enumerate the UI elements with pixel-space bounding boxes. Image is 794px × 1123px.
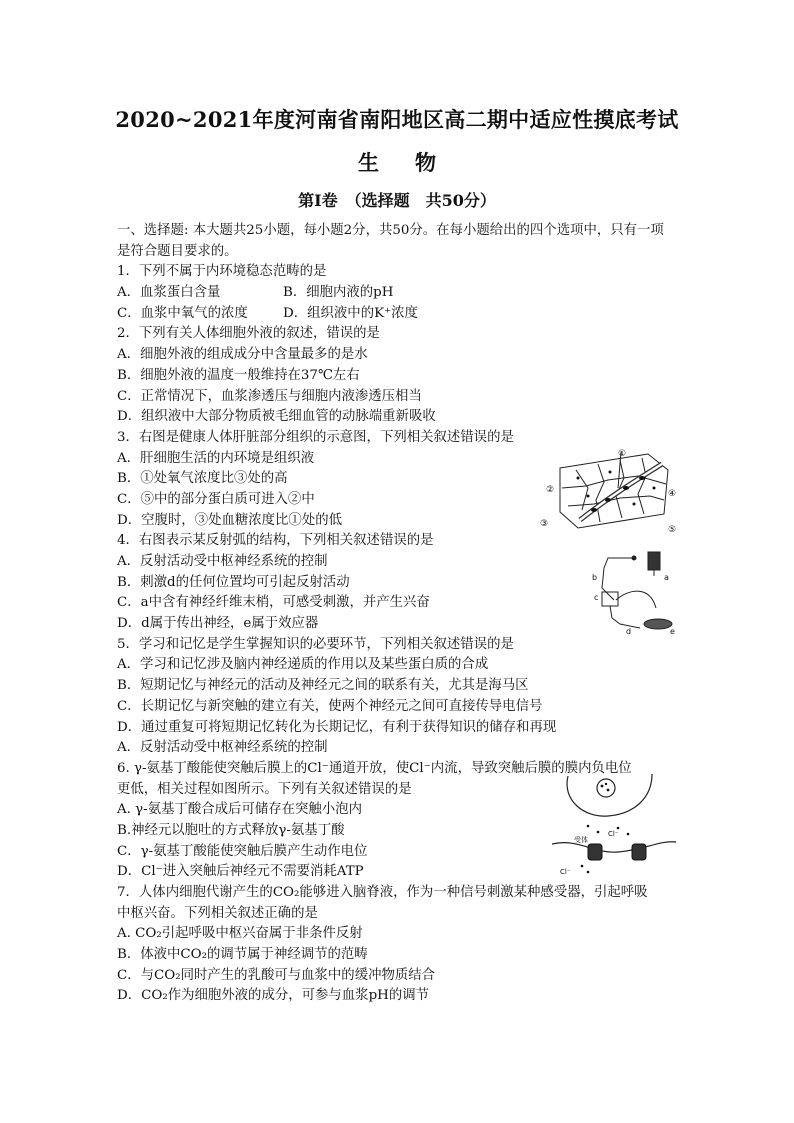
- liver-label-5: ⑤: [668, 525, 677, 535]
- q4-option-b: B．刺激d的任何位置均可引起反射活动: [117, 574, 350, 590]
- q7-option-a: A. CO₂引起呼吸中枢兴奋属于非条件反射: [117, 926, 363, 942]
- q6-stem-line1: 6. γ-氨基丁酸能使突触后膜上的Cl⁻通道开放，使Cl⁻内流，导致突触后膜的膜内负电位: [117, 760, 632, 776]
- q6-stem-line2: 更低，相关过程如图所示。下列有关叙述错误的是: [117, 781, 412, 797]
- liver-tissue-figure: [538, 448, 686, 536]
- q5-option-b: B．短期记忆与神经元的活动及神经元之间的联系有关，尤其是海马区: [117, 678, 529, 694]
- q5-stem: 5．学习和记忆是学生掌握知识的必要环节，下列相关叙述错误的是: [117, 636, 514, 652]
- liver-label-3: ③: [540, 519, 549, 529]
- q5-option-a-repeat: A．反射活动受中枢神经系统的控制: [117, 740, 328, 756]
- synapse-figure: [548, 770, 680, 880]
- q6-option-b: B.神经元以胞吐的方式释放γ-氨基丁酸: [117, 822, 345, 838]
- reflex-label-c: c: [594, 593, 599, 602]
- q7-option-c: C．与CO₂同时产生的乳酸可与血浆中的缓冲物质结合: [117, 967, 436, 983]
- q2-option-a: A．细胞外液的组成成分中含量最多的是水: [117, 347, 368, 363]
- q1-option-a: A．血浆蛋白含量: [117, 285, 221, 301]
- q7-stem-line2: 中枢兴奋。下列相关叙述正确的是: [117, 905, 318, 921]
- q2-option-d: D．组织液中大部分物质被毛细血管的动脉端重新吸收: [117, 409, 436, 425]
- reflex-label-b: b: [592, 573, 598, 582]
- q4-stem: 4．右图表示某反射弧的结构，下列相关叙述错误的是: [117, 533, 434, 549]
- q7-stem-line1: 7．人体内细胞代谢产生的CO₂能够进入脑脊液，作为一种信号刺激某种感受器，引起呼吸: [117, 885, 648, 901]
- q2-stem: 2．下列有关人体细胞外液的叙述，错误的是: [117, 326, 380, 342]
- liver-label-1: ①: [618, 449, 627, 459]
- q3-option-a: A．肝细胞生活的内环境是组织液: [117, 450, 315, 466]
- q7-option-d: D．CO₂作为细胞外液的成分，可参与血浆pH的调节: [117, 988, 429, 1004]
- q6-option-d: D．Cl⁻进入突触后神经元不需要消耗ATP: [117, 864, 364, 880]
- q3-option-b: B．①处氧气浓度比③处的高: [117, 471, 288, 487]
- synapse-label-receptor: 受体: [574, 836, 588, 844]
- liver-label-4: ④: [668, 489, 677, 499]
- instructions: 一、选择题: 本大题共25小题，每小题2分，共50分。在每小题给出的四个选项中，只有一项是符合题目要求的。: [117, 223, 664, 259]
- q3-option-d: D．空腹时，③处血糖浓度比①处的低: [117, 512, 342, 528]
- q4-option-a: A．反射活动受中枢神经系统的控制: [117, 554, 328, 570]
- q2-option-c: C．正常情况下，血浆渗透压与细胞内液渗透压相当: [117, 388, 422, 404]
- q4-option-d: D．d属于传出神经，e属于效应器: [117, 616, 319, 632]
- q5-option-a: A．学习和记忆涉及脑内神经递质的作用以及某些蛋白质的合成: [117, 657, 489, 673]
- q2-option-b: B．细胞外液的温度一般维持在37℃左右: [117, 367, 360, 383]
- q7-option-b: B．体液中CO₂的调节属于神经调节的范畴: [117, 947, 368, 963]
- q1-option-b: B．细胞内液的pH: [283, 285, 394, 301]
- reflex-label-e: e: [670, 627, 675, 636]
- q5-option-c: C．长期记忆与新突触的建立有关，使两个神经元之间可直接传导电信号: [117, 698, 543, 714]
- subject-title: 生物: [358, 150, 472, 175]
- q1-stem: 1．下列不属于内环境稳态范畴的是: [117, 264, 327, 280]
- reflex-label-d: d: [626, 627, 632, 636]
- q3-option-c: C．⑤中的部分蛋白质可进入②中: [117, 491, 315, 507]
- q6-option-c: C．γ-氨基丁酸能使突触后膜产生动作电位: [117, 843, 368, 859]
- q1-options-row2: [117, 304, 677, 325]
- q6-option-a: A. γ-氨基丁酸合成后可储存在突触小泡内: [117, 802, 362, 818]
- q1-option-d: D．组织液中的K⁺浓度: [283, 305, 418, 321]
- q5-option-d: D．通过重复可将短期记忆转化为长期记忆，有利于获得知识的储存和再现: [117, 719, 557, 735]
- exam-title: 2020~2021年度河南省南阳地区高二期中适应性摸底考试: [115, 107, 679, 132]
- q1-option-c: C．血浆中氧气的浓度: [117, 305, 248, 321]
- q1-options-row1: [117, 283, 677, 304]
- reflex-arc-figure: [590, 548, 680, 638]
- synapse-label-cl-top: Cl⁻: [608, 830, 619, 838]
- q3-stem: 3．右图是健康人体肝脏部分组织的示意图，下列相关叙述错误的是: [117, 429, 514, 445]
- reflex-label-a: a: [664, 573, 669, 582]
- liver-label-2: ②: [546, 485, 555, 495]
- synapse-label-cl-bottom: Cl⁻: [560, 868, 571, 876]
- section-title: 第Ⅰ卷 （选择题 共50分）: [298, 191, 496, 210]
- q4-option-c: C．a中含有神经纤维末梢，可感受刺激，并产生兴奋: [117, 595, 430, 611]
